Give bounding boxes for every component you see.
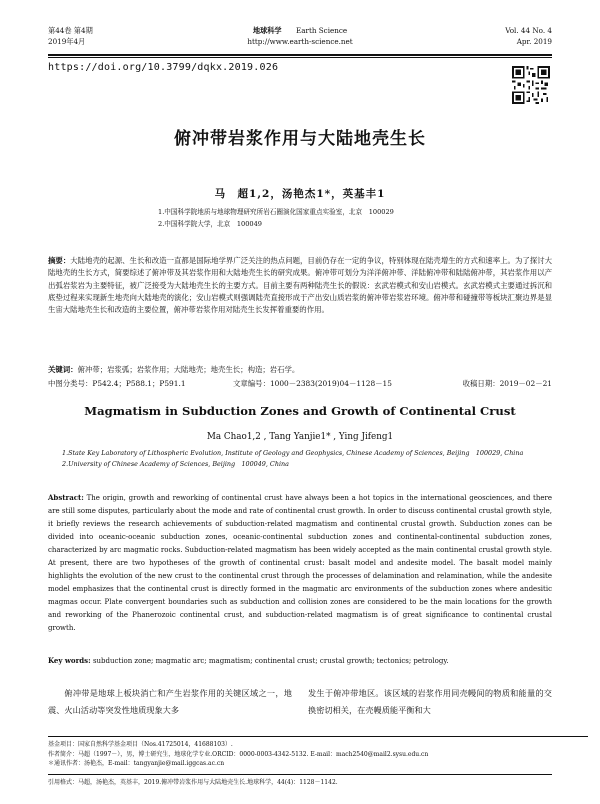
keywords-en-text: subduction zone; magmatic arc; magmatism; continental crust; crustal growth; tectonics; petrology. bbox=[92, 657, 449, 665]
journal-header bbox=[48, 26, 552, 54]
footnote-rule bbox=[48, 736, 588, 737]
journal-name bbox=[48, 26, 552, 36]
abstract-en bbox=[48, 491, 552, 635]
body-column-right: 发生于俯冲带地区。该区域的岩浆作用同壳幔间的物质和能量的交换密切相关，在壳幔质能平衡和大 bbox=[308, 688, 552, 715]
received-date: 收稿日期：2019－02－21 bbox=[462, 379, 552, 388]
journal-name-cn: 地球科学 bbox=[252, 26, 282, 35]
volume-issue-cn: 第44卷 第4期 bbox=[48, 26, 93, 35]
abstract-cn-label: 摘要： bbox=[48, 256, 71, 265]
volume-issue-en: Vol. 44 No. 4 bbox=[505, 26, 552, 35]
journal-name-en: Earth Science bbox=[295, 26, 348, 35]
date-cn: 2019年4月 bbox=[48, 37, 86, 46]
fund-note: 基金项目：国家自然科学基金项目（Nos.41725014，41688103）. bbox=[48, 741, 233, 748]
affiliation-cn-2: 2.中国科学院大学，北京 100049 bbox=[158, 220, 262, 228]
abstract-cn bbox=[48, 255, 552, 316]
keywords-en bbox=[48, 654, 552, 668]
doi-link[interactable]: https://doi.org/10.3799/dqkx.2019.026 bbox=[48, 62, 279, 73]
affiliation-cn-1: 1.中国科学院地质与地球物理研究所岩石圈演化国家重点实验室，北京 100029 bbox=[158, 208, 394, 216]
footnotes bbox=[48, 740, 552, 769]
date-en: Apr. 2019 bbox=[516, 37, 552, 46]
corresponding-note: ＊通讯作者：汤艳杰，E-mail：tangyanjie@mail.iggcas.ac.cn bbox=[48, 760, 225, 767]
citation-rule bbox=[48, 774, 552, 775]
abstract-cn-text: 大陆地壳的起源、生长和改造一直都是国际地学界广泛关注的热点问题，目前仍存在一定的争议，特别体现在陆壳增生的方式和速率上。为了探讨大陆地壳的生长方式，简要综述了俯冲带及其岩浆作用和大陆地壳生长的研究成果。俯冲带可划分为洋洋俯冲带、洋陆俯冲带和陆陆俯冲带，其岩浆作用以产出弧岩浆岩为主要特征，被广泛接受为大陆地壳生长的主要方式。目前主要有两种陆壳生长的假说：玄武岩模式和安山岩模式。玄武岩模式主要通过拆沉和底垫过程来实现新生地壳向大陆地壳的演化；安山岩模式则强调陆壳直接形成于产出安山质岩浆的俯冲带岩浆岩环境。俯冲带和碰撞带等板块汇聚边界是显生宙大陆地壳生长和改造的主要位置，俯冲带岩浆作用对陆壳生长发挥着重要的作用。 bbox=[48, 256, 552, 315]
title-en: Magmatism in Subduction Zones and Growth of Continental Crust bbox=[84, 404, 516, 418]
affiliation-en-1: 1.State Key Laboratory of Lithospheric Evolution, Institute of Geology and Geophysics, Chinese Academy of Sciences, Beijing 100029, China bbox=[62, 449, 524, 457]
journal-url[interactable]: http://www.earth-science.net bbox=[247, 37, 353, 46]
clc-number: 中图分类号：P542.4；P588.1；P591.1 bbox=[48, 379, 186, 388]
citation-format: 引用格式：马超，汤艳杰，英基丰，2019.俯冲带岩浆作用与大陆地壳生长.地球科学，44(4)：1128－1142. bbox=[48, 779, 338, 786]
keywords-cn-text: 俯冲带；岩浆弧；岩浆作用；大陆地壳；地壳生长；构造；岩石学。 bbox=[77, 365, 300, 374]
affiliation-en-2: 2.University of Chinese Academy of Sciences, Beijing 100049, China bbox=[62, 460, 289, 468]
keywords-cn-label: 关键词： bbox=[48, 365, 78, 374]
document-code: 文章编号：1000－2383(2019)04－1128－15 bbox=[233, 379, 392, 388]
keywords-cn bbox=[48, 364, 552, 376]
header-rule-thin bbox=[48, 57, 552, 58]
qr-code-icon bbox=[512, 66, 550, 104]
authors-en: Ma Chao1,2 , Tang Yanjie1* , Ying Jifeng1 bbox=[206, 432, 394, 442]
authors-cn: 马 超1,2，汤艳杰1*，英基丰1 bbox=[214, 188, 386, 200]
author-note: 作者简介：马超（1997－），男，博士研究生，地球化学专业.ORCID：0000-0003-4342-5132. E-mail：mach2540@mail2.sysu.edu.cn bbox=[48, 750, 429, 758]
keywords-en-label: Key words: bbox=[48, 656, 91, 665]
body-column-left: 俯冲带是地球上板块消亡和产生岩浆作用的关键区域之一，地震、火山活动等突发性地质现象大多 bbox=[48, 688, 292, 715]
article-meta bbox=[48, 378, 552, 388]
header-rule bbox=[48, 54, 552, 56]
abstract-en-text: The origin, growth and reworking of continental crust have always been a hot topics in the international geosciences, and there are still some disputes, particularly about the mode and rate of continental crust growth. In order to discuss continental crustal growth style, it briefly reviews the research achievements of subduction-related magmatism and continental crustal growth. Subduction zones can be divided into oceanic-oceanic subduction zones, oceanic-continental subduction zones and continental-continental subduction zones, characterized by arc magmatic rocks. Subduction-related magmatism has been widely accepted as the main continental crustal growth style. At present, there are two hypotheses of the growth of continental crust: basalt model and andesite model. The basalt model mainly highlights the evolution of the new crust to the continental crust through the processes of delamination and relamination, while the andesite model emphasizes that the continental crust is directly formed in the magmatic arc environments of the subduction zones where andesitic magmas occur. Plate convergent boundaries such as subduction and collision zones are considered to be the main locations for the growth and reworking of the Phanerozoic continental crust, and subduction-related magmatism is of great significance to continental crustal growth. bbox=[48, 494, 553, 632]
abstract-en-label: Abstract: bbox=[48, 493, 84, 502]
page-title: 俯冲带岩浆作用与大陆地壳生长 bbox=[174, 129, 426, 149]
